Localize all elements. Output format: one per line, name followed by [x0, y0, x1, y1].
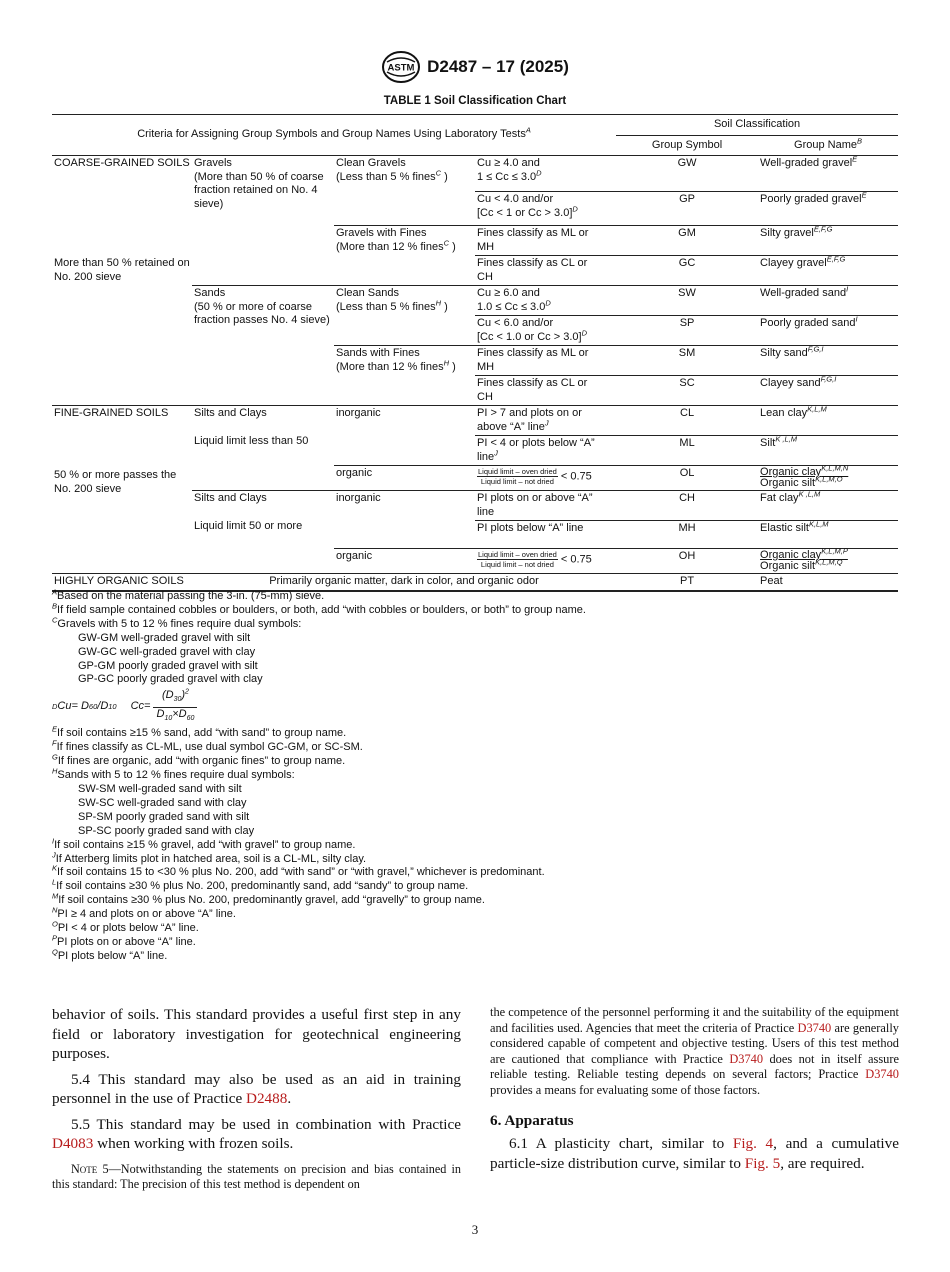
sands-with-fines-label: Sands with Fines (More than 12 % fines$^H$ )	[334, 346, 475, 406]
footnote-d-formula: D Cu= D 60 /D 10 Cc= $\frac{(D_{30})^2}{D_{10}\times D_{60}}$	[52, 687, 898, 727]
symbol-gm: GM	[616, 226, 758, 256]
clean-gravels-label: Clean Gravels (Less than 5 % fines$^C$ )	[336, 157, 448, 183]
name-pt: Peat	[758, 574, 898, 591]
criteria-oh: $\frac{\text{Liquid limit – oven dried}}{\text{Liquid limit – not dried}} < 0.75$	[475, 549, 616, 574]
footnote-p: $^P$PI plots on or above “A” line.	[52, 933, 196, 948]
page-number: 3	[471, 1222, 479, 1237]
footnote-h-item: SW-SC well-graded sand with clay	[78, 796, 247, 809]
right-column	[490, 1005, 899, 1179]
footnote-f: $^F$If fines classify as CL-ML, use dual symbol GC-GM, or SC-SM.	[52, 738, 363, 754]
symbol-oh: OH	[616, 549, 758, 574]
gravels-label: Gravels (More than 50 % of coarse fraction retained on No. 4 sieve)	[194, 157, 324, 210]
name-ch: Fat clay$^{K ,L,M}$	[758, 491, 898, 521]
footnote-c: $^C$Gravels with 5 to 12 % fines require dual symbols:	[52, 615, 302, 630]
name-cl: Lean clay$^{K,L,M}$	[758, 406, 898, 436]
name-sc: Clayey sand$^{F,G,I}$	[758, 376, 898, 406]
footnote-h-item: SW-SM well-graded sand with silt	[78, 782, 242, 795]
symbol-gc: GC	[616, 256, 758, 286]
footnote-k: $^K$If soil contains 15 to <30 % plus No. 200, add “with sand” or “with gravel,” whichever is predominant.	[52, 863, 545, 879]
sands-label: Sands (50 % or more of coarse fraction passes No. 4 sieve)	[192, 286, 334, 406]
symbol-ol: OL	[616, 466, 758, 491]
organic-low-label: organic	[334, 466, 475, 491]
footnote-j: $^J$If Atterberg limits plot in hatched area, soil is a CL-ML, silty clay.	[52, 849, 367, 865]
criteria-sc: Fines classify as CL or CH	[475, 376, 616, 406]
page-header	[0, 50, 950, 84]
link-fig-5[interactable]: Fig. 5	[744, 1154, 781, 1172]
astm-logo	[381, 50, 421, 84]
symbol-pt: PT	[616, 574, 758, 591]
criteria-heading: Criteria for Assigning Group Symbols and Group Names Using Laboratory Tests$^A$	[52, 115, 616, 156]
name-ol: Organic clay$^{K,L,M,N}$ Organic silt$^{K,L,M,O}$	[758, 466, 898, 491]
coarse-grained-label: COARSE-GRAINED SOILS More than 50 % retained on No. 200 sieve	[54, 157, 190, 283]
table-title: TABLE 1 Soil Classification Chart	[383, 95, 567, 107]
symbol-gw: GW	[677, 157, 697, 169]
link-d3740[interactable]: D3740	[865, 1067, 899, 1082]
criteria-sw: Cu ≥ 6.0 and $1.0 \le Cc \le 3.0^D$	[475, 286, 616, 316]
clean-sands-label: Clean Sands (Less than 5 % fines$^H$ )	[334, 286, 475, 346]
footnote-c-item: GP-GC poorly graded gravel with clay	[78, 673, 263, 686]
symbol-sp: SP	[616, 316, 758, 346]
footnote-q: $^Q$PI plots below “A” line.	[52, 947, 168, 962]
criteria-gp: Cu < 4.0 and/or [Cc < 1 or Cc > 3.0]$^D$	[475, 192, 616, 226]
criteria-mh: PI plots below “A” line	[475, 521, 616, 549]
table-footnotes	[52, 587, 898, 964]
footnote-b: $^B$If field sample contained cobbles or boulders, or both, add “with cobbles or boulders, or both” to group name.	[52, 601, 586, 616]
link-d2488[interactable]: D2488	[246, 1090, 288, 1107]
silts-clays-high-label: Silts and Clays Liquid limit 50 or more	[192, 491, 334, 574]
footnote-c-item: GW-GM well-graded gravel with silt	[78, 631, 251, 644]
document-id: D2487 – 17 (2025)	[427, 57, 569, 76]
highly-organic-desc: Primarily organic matter, dark in color, and organic odor	[192, 574, 616, 591]
name-sm: Silty sand$^{F,G,I}$	[758, 346, 898, 376]
criteria-ch: PI plots on or above “A” line	[475, 491, 616, 521]
section-heading-apparatus: 6. Apparatus	[490, 1111, 574, 1129]
highly-organic-label: HIGHLY ORGANIC SOILS	[52, 574, 192, 591]
inorganic-low-label: inorganic	[334, 406, 475, 466]
footnote-c-item: GW-GC well-graded gravel with clay	[78, 645, 256, 658]
name-sw: Well-graded sand$^I$	[758, 286, 898, 316]
criteria-sp: Cu < 6.0 and/or [Cc < 1.0 or Cc > 3.0]$^D$	[475, 316, 616, 346]
paragraph-competence: the competence of the personnel performing it and the suitability of the equipment and facilities used. Agencies that meet the criteria of Practice D3740 are generally considered capable of competent and objective testing. Users of this test method are cautioned that compliance with Practice D3740 does not in itself assure reliable testing. Reliable testing depends on several factors; Practice D3740 provides a means for evaluating some of those factors.	[490, 1005, 899, 1097]
symbol-ch: CH	[616, 491, 758, 521]
symbol-cl: CL	[616, 406, 758, 436]
symbol-mh: MH	[616, 521, 758, 549]
symbol-gp: GP	[616, 192, 758, 226]
paragraph-5-4: 5.4 This standard may also be used as an aid in training personnel in the use of Practice D2488.	[52, 1070, 461, 1107]
name-gc: Clayey gravel$^{E,F,G}$	[758, 256, 898, 286]
link-d4083[interactable]: D4083	[52, 1135, 94, 1152]
soil-classification-table	[52, 114, 898, 592]
name-gm: Silty gravel$^{E,F,G}$	[758, 226, 898, 256]
gravels-with-fines-label: Gravels with Fines (More than 12 % fines$^C$ )	[334, 226, 475, 286]
criteria-sm: Fines classify as ML or MH	[475, 346, 616, 376]
link-d3740[interactable]: D3740	[797, 1020, 832, 1035]
footnote-c-item: GP-GM poorly graded gravel with silt	[78, 659, 258, 672]
name-gw: Well-graded gravel$^E$	[760, 154, 858, 169]
criteria-ml: PI < 4 or plots below “A” line$^J$	[475, 436, 616, 466]
paragraph-behavior: behavior of soils. This standard provides a useful first step in any field or laboratory investigation for geotechnical engineering purposes.	[52, 1006, 461, 1062]
note-5: Note 5—Notwithstanding the statements on precision and bias contained in this standard: The precision of this test method is dependent on	[52, 1161, 462, 1191]
name-mh: Elastic silt$^{K,L,M}$	[758, 521, 898, 549]
paragraph-5-5: 5.5 This standard may be used in combination with Practice D4083 when working with frozen soils.	[52, 1115, 461, 1152]
inorganic-high-label: inorganic	[334, 491, 475, 549]
name-sp: Poorly graded sand$^I$	[758, 316, 898, 346]
fine-grained-label: FINE-GRAINED SOILS 50 % or more passes the No. 200 sieve	[52, 406, 192, 574]
paragraph-6-1: 6.1 A plasticity chart, similar to Fig. 4, and a cumulative particle-size distribution curve, similar to Fig. 5, are required.	[490, 1135, 899, 1172]
criteria-cl: PI > 7 and plots on or above “A” line$^J$	[475, 406, 616, 436]
group-symbol-heading: Group Symbol	[616, 135, 758, 156]
footnote-h-item: SP-SM poorly graded sand with silt	[78, 810, 250, 823]
footnote-m: $^M$If soil contains ≥30 % plus No. 200, predominantly gravel, add “gravelly” to group name.	[52, 891, 485, 907]
silts-clays-low-label: Silts and Clays Liquid limit less than 50	[192, 406, 334, 491]
footnote-a: $^A$Based on the material passing the 3-in. (75-mm) sieve.	[52, 587, 325, 602]
name-oh: Organic clay$^{K,L,M,P}$ Organic silt$^{K,L,M,Q}$	[758, 549, 898, 574]
organic-high-label: organic	[334, 549, 475, 574]
left-column	[52, 1005, 461, 1193]
link-d3740[interactable]: D3740	[729, 1051, 764, 1066]
footnote-g: $^G$If fines are organic, add “with organic fines” to group name.	[52, 752, 346, 768]
criteria-gm: Fines classify as ML or MH	[475, 226, 616, 256]
symbol-sw: SW	[616, 286, 758, 316]
criteria-ol: $\frac{\text{Liquid limit – oven dried}}{\text{Liquid limit – not dried}} < 0.75$	[475, 466, 616, 491]
footnote-e: $^E$If soil contains ≥15 % sand, add “with sand” to group name.	[52, 724, 347, 740]
footnote-l: $^L$If soil contains ≥30 % plus No. 200, predominantly sand, add “sandy” to group name.	[52, 877, 469, 893]
group-name-heading: Group Name$^B$	[758, 135, 898, 156]
footnote-i: $^I$If soil contains ≥15 % gravel, add “with gravel” to group name.	[52, 835, 356, 851]
soil-classification-heading: Soil Classification	[616, 115, 898, 136]
footnote-o: $^O$PI < 4 or plots below “A” line.	[52, 919, 199, 935]
footnote-h: $^H$Sands with 5 to 12 % fines require dual symbols:	[52, 766, 295, 782]
name-ml: Silt$^{K ,L,M}$	[758, 436, 898, 466]
footnote-n: $^N$PI ≥ 4 and plots on or above “A” line.	[52, 905, 236, 921]
svg-text:ASTM: ASTM	[387, 62, 415, 74]
symbol-sc: SC	[616, 376, 758, 406]
link-fig-4[interactable]: Fig. 4	[732, 1135, 774, 1153]
symbol-sm: SM	[616, 346, 758, 376]
criteria-gw: Cu ≥ 4.0 and $1 \le Cc \le 3.0^D$	[477, 157, 542, 183]
symbol-ml: ML	[616, 436, 758, 466]
footnote-h-item: SP-SC poorly graded sand with clay	[78, 824, 255, 837]
criteria-gc: Fines classify as CL or CH	[475, 256, 616, 286]
name-gp: Poorly graded gravel$^E$	[758, 192, 898, 226]
